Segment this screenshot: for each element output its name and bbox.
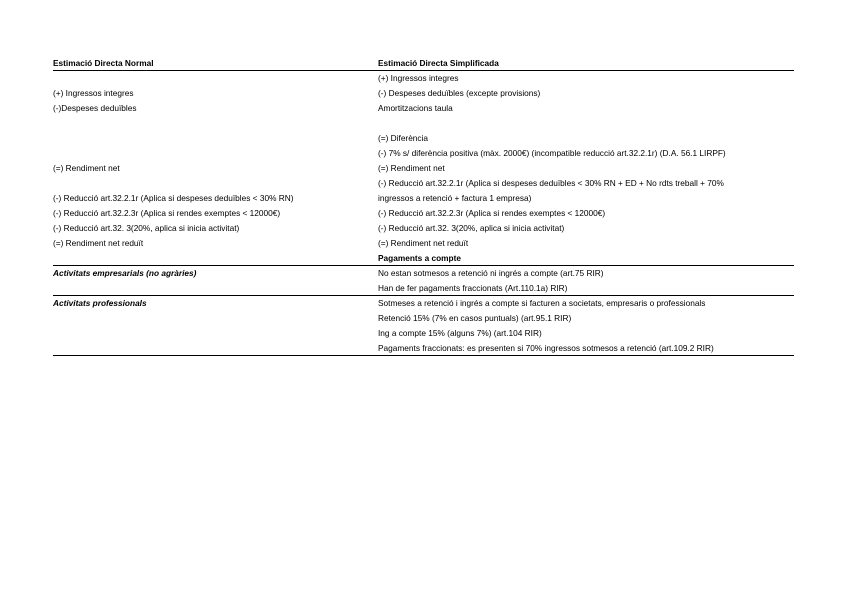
table-row bbox=[53, 206, 794, 221]
professionals-label: Activitats professionals bbox=[53, 298, 147, 308]
table-row bbox=[53, 146, 794, 161]
header-row bbox=[53, 56, 794, 71]
table-row bbox=[53, 221, 794, 236]
professionals-line: Sotmeses a retenció i ingrés a compte si facturen a societats, empresaris o professionals bbox=[378, 298, 706, 308]
normal-cell: (-) Reducció art.32.2.3r (Aplica si rendes exemptes < 12000€) bbox=[53, 208, 281, 218]
empresarials-row bbox=[53, 281, 794, 296]
empresarials-label: Activitats empresarials (no agràries) bbox=[53, 268, 197, 278]
professionals-row bbox=[53, 296, 794, 311]
professionals-row bbox=[53, 311, 794, 326]
normal-cell: (+) Ingressos integres bbox=[53, 88, 134, 98]
table-row bbox=[53, 71, 794, 86]
simplificada-cell: ingressos a retenció + factura 1 empresa) bbox=[378, 193, 532, 203]
simplificada-cell: (-) Reducció art.32.2.3r (Aplica si rendes exemptes < 12000€) bbox=[378, 208, 606, 218]
simplificada-cell: (-) 7% s/ diferència positiva (màx. 2000€) (incompatible reducció art.32.2.1r) (D.A. 56.1 LIRPF) bbox=[378, 148, 726, 158]
simplificada-cell: (-) Reducció art.32. 3(20%, aplica si inicia activitat) bbox=[378, 223, 565, 233]
professionals-rule bbox=[53, 355, 794, 356]
simplificada-cell: (=) Diferència bbox=[378, 133, 429, 143]
professionals-row bbox=[53, 341, 794, 356]
simplificada-cell: (-) Reducció art.32.2.1r (Aplica si despeses deduïbles < 30% RN + ED + No rdts treball + 70% bbox=[378, 178, 724, 188]
professionals-line: Retenció 15% (7% en casos puntuals) (art.95.1 RIR) bbox=[378, 313, 572, 323]
normal-cell: (=) Rendiment net bbox=[53, 163, 120, 173]
table-row bbox=[53, 116, 794, 131]
header-normal: Estimació Directa Normal bbox=[53, 58, 154, 68]
table-row bbox=[53, 86, 794, 101]
payments-title: Pagaments a compte bbox=[378, 253, 461, 263]
simplificada-cell: (=) Rendiment net reduït bbox=[378, 238, 469, 248]
payments-title-row bbox=[53, 251, 794, 266]
professionals-line: Ing a compte 15% (alguns 7%) (art.104 RIR) bbox=[378, 328, 542, 338]
table-row bbox=[53, 236, 794, 251]
header-simplificada: Estimació Directa Simplificada bbox=[378, 58, 499, 68]
empresarials-row bbox=[53, 266, 794, 281]
normal-cell: (-) Reducció art.32. 3(20%, aplica si inicia activitat) bbox=[53, 223, 240, 233]
empresarials-line: Han de fer pagaments fraccionats (Art.110.1a) RIR) bbox=[378, 283, 568, 293]
normal-cell: (-) Reducció art.32.2.1r (Aplica si despeses deduïbles < 30% RN) bbox=[53, 193, 294, 203]
comparison-sheet bbox=[53, 56, 794, 356]
table-row bbox=[53, 161, 794, 176]
table-row bbox=[53, 101, 794, 116]
simplificada-cell: (=) Rendiment net bbox=[378, 163, 445, 173]
empresarials-line: No estan sotmesos a retenció ni ingrés a compte (art.75 RIR) bbox=[378, 268, 604, 278]
normal-cell: (-)Despeses deduïbles bbox=[53, 103, 137, 113]
professionals-row bbox=[53, 326, 794, 341]
normal-cell: (=) Rendiment net reduït bbox=[53, 238, 144, 248]
professionals-line: Pagaments fraccionats: es presenten si 70% ingressos sotmesos a retenció (art.109.2 RIR) bbox=[378, 343, 714, 353]
simplificada-cell: (+) Ingressos integres bbox=[378, 73, 459, 83]
simplificada-cell: (-) Despeses deduïbles (excepte provisions) bbox=[378, 88, 541, 98]
simplificada-cell: Amortitzacions taula bbox=[378, 103, 453, 113]
table-row bbox=[53, 191, 794, 206]
table-row bbox=[53, 176, 794, 191]
table-row bbox=[53, 131, 794, 146]
